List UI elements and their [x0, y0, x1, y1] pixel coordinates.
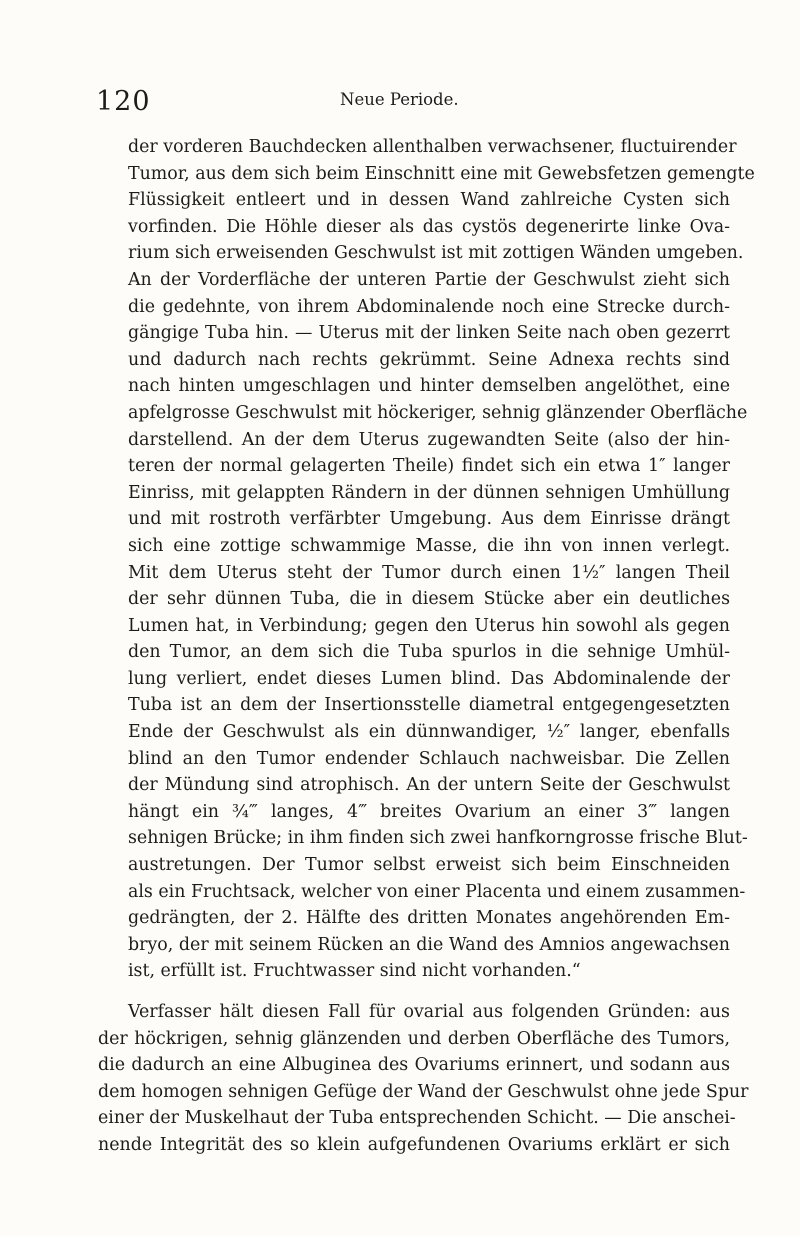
quoted-report-paragraph	[98, 134, 755, 985]
text-line: Tumor, aus dem sich beim Einschnitt eine mit Gewebsfetzen gemengte	[128, 163, 755, 184]
text-line: rium sich erweisenden Geschwulst ist mit zottigen Wänden umgeben.	[128, 243, 744, 264]
text-line: der vorderen Bauchdecken allenthalben verwachsener, fluctuirender	[128, 137, 737, 157]
text-line: nach hinten umgeschlagen und hinter demselben angelöthet, eine	[128, 376, 730, 397]
text-line: Einriss, mit gelappten Rändern in der dünnen sehnigen Umhüllung	[128, 482, 730, 503]
text-line: Lumen hat, in Verbindung; gegen den Uterus hin sowohl als gegen	[128, 615, 730, 636]
text-line: und dadurch nach rechts gekrümmt. Seine Adnexa rechts sind	[128, 349, 730, 370]
text-line: einer der Muskelhaut der Tuba entsprechenden Schicht. — Die anschei-	[98, 1108, 736, 1129]
text-line: Flüssigkeit entleert und in dessen Wand zahlreiche Cysten sich	[128, 190, 730, 211]
text-line: vorfinden. Die Höhle dieser als das cystös degenerirte linke Ova-	[128, 216, 730, 237]
page-number: 120	[96, 86, 151, 117]
text-line: darstellend. An der dem Uterus zugewandten Seite (also der hin-	[128, 429, 730, 450]
page-header	[96, 86, 704, 122]
text-line: teren der normal gelagerten Theile) findet sich ein etwa 1″ langer	[128, 456, 730, 477]
text-line: gängige Tuba hin. — Uterus mit der linken Seite nach oben gezerrt	[128, 323, 730, 344]
text-line: als ein Fruchtsack, welcher von einer Placenta und einem zusammen-	[128, 881, 746, 902]
text-line: der höckrigen, sehnig glänzenden und derben Oberfläche des Tumors,	[98, 1028, 730, 1049]
text-line: und mit rostroth verfärbter Umgebung. Aus dem Einrisse drängt	[128, 509, 730, 530]
text-line: sich eine zottige schwammige Masse, die ihn von innen verlegt.	[128, 535, 730, 556]
commentary-paragraph	[98, 999, 749, 1159]
text-line: blind an den Tumor endender Schlauch nachweisbar. Die Zellen	[128, 748, 730, 769]
text-line: lung verliert, endet dieses Lumen blind. Das Abdominalende der	[128, 668, 730, 689]
text-line: gedrängten, der 2. Hälfte des dritten Monates angehörenden Em-	[128, 908, 730, 929]
text-line: nende Integrität des so klein aufgefundenen Ovariums erklärt er sich	[98, 1134, 730, 1155]
text-line: ist, erfüllt ist. Fruchtwasser sind nicht vorhanden.“	[128, 961, 581, 982]
body-text	[98, 134, 755, 1159]
text-line: der Mündung sind atrophisch. An der untern Seite der Geschwulst	[128, 775, 730, 796]
text-line: apfelgrosse Geschwulst mit höckeriger, sehnig glänzender Oberfläche	[128, 402, 748, 423]
running-title: Neue Periode.	[340, 90, 459, 109]
text-line: dem homogen sehnigen Gefüge der Wand der Geschwulst ohne jede Spur	[98, 1081, 749, 1102]
text-line: den Tumor, an dem sich die Tuba spurlos in die sehnige Umhül-	[128, 642, 730, 663]
text-line: bryo, der mit seinem Rücken an die Wand des Amnios angewachsen	[128, 934, 730, 955]
text-line: sehnigen Brücke; in ihm finden sich zwei hanfkorngrosse frische Blut-	[128, 828, 748, 849]
text-line: Mit dem Uterus steht der Tumor durch einen 1½″ langen Theil	[128, 562, 730, 583]
text-line: die dadurch an eine Albuginea des Ovariums erinnert, und sodann aus	[98, 1055, 730, 1076]
text-line: hängt ein ¾‴ langes, 4‴ breites Ovarium an einer 3‴ langen	[128, 801, 730, 822]
text-line: An der Vorderfläche der unteren Partie der Geschwulst zieht sich	[128, 269, 730, 290]
text-line: austretungen. Der Tumor selbst erweist sich beim Einschneiden	[128, 855, 730, 876]
text-line: der sehr dünnen Tuba, die in diesem Stücke aber ein deutliches	[128, 589, 730, 610]
text-line: Tuba ist an dem der Insertionsstelle diametral entgegengesetzten	[128, 695, 730, 716]
text-line: die gedehnte, von ihrem Abdominalende noch eine Strecke durch-	[128, 296, 730, 317]
text-line: Verfasser hält diesen Fall für ovarial aus folgenden Gründen: aus	[128, 1002, 730, 1022]
text-line: Ende der Geschwulst als ein dünnwandiger, ½″ langer, ebenfalls	[128, 722, 730, 743]
